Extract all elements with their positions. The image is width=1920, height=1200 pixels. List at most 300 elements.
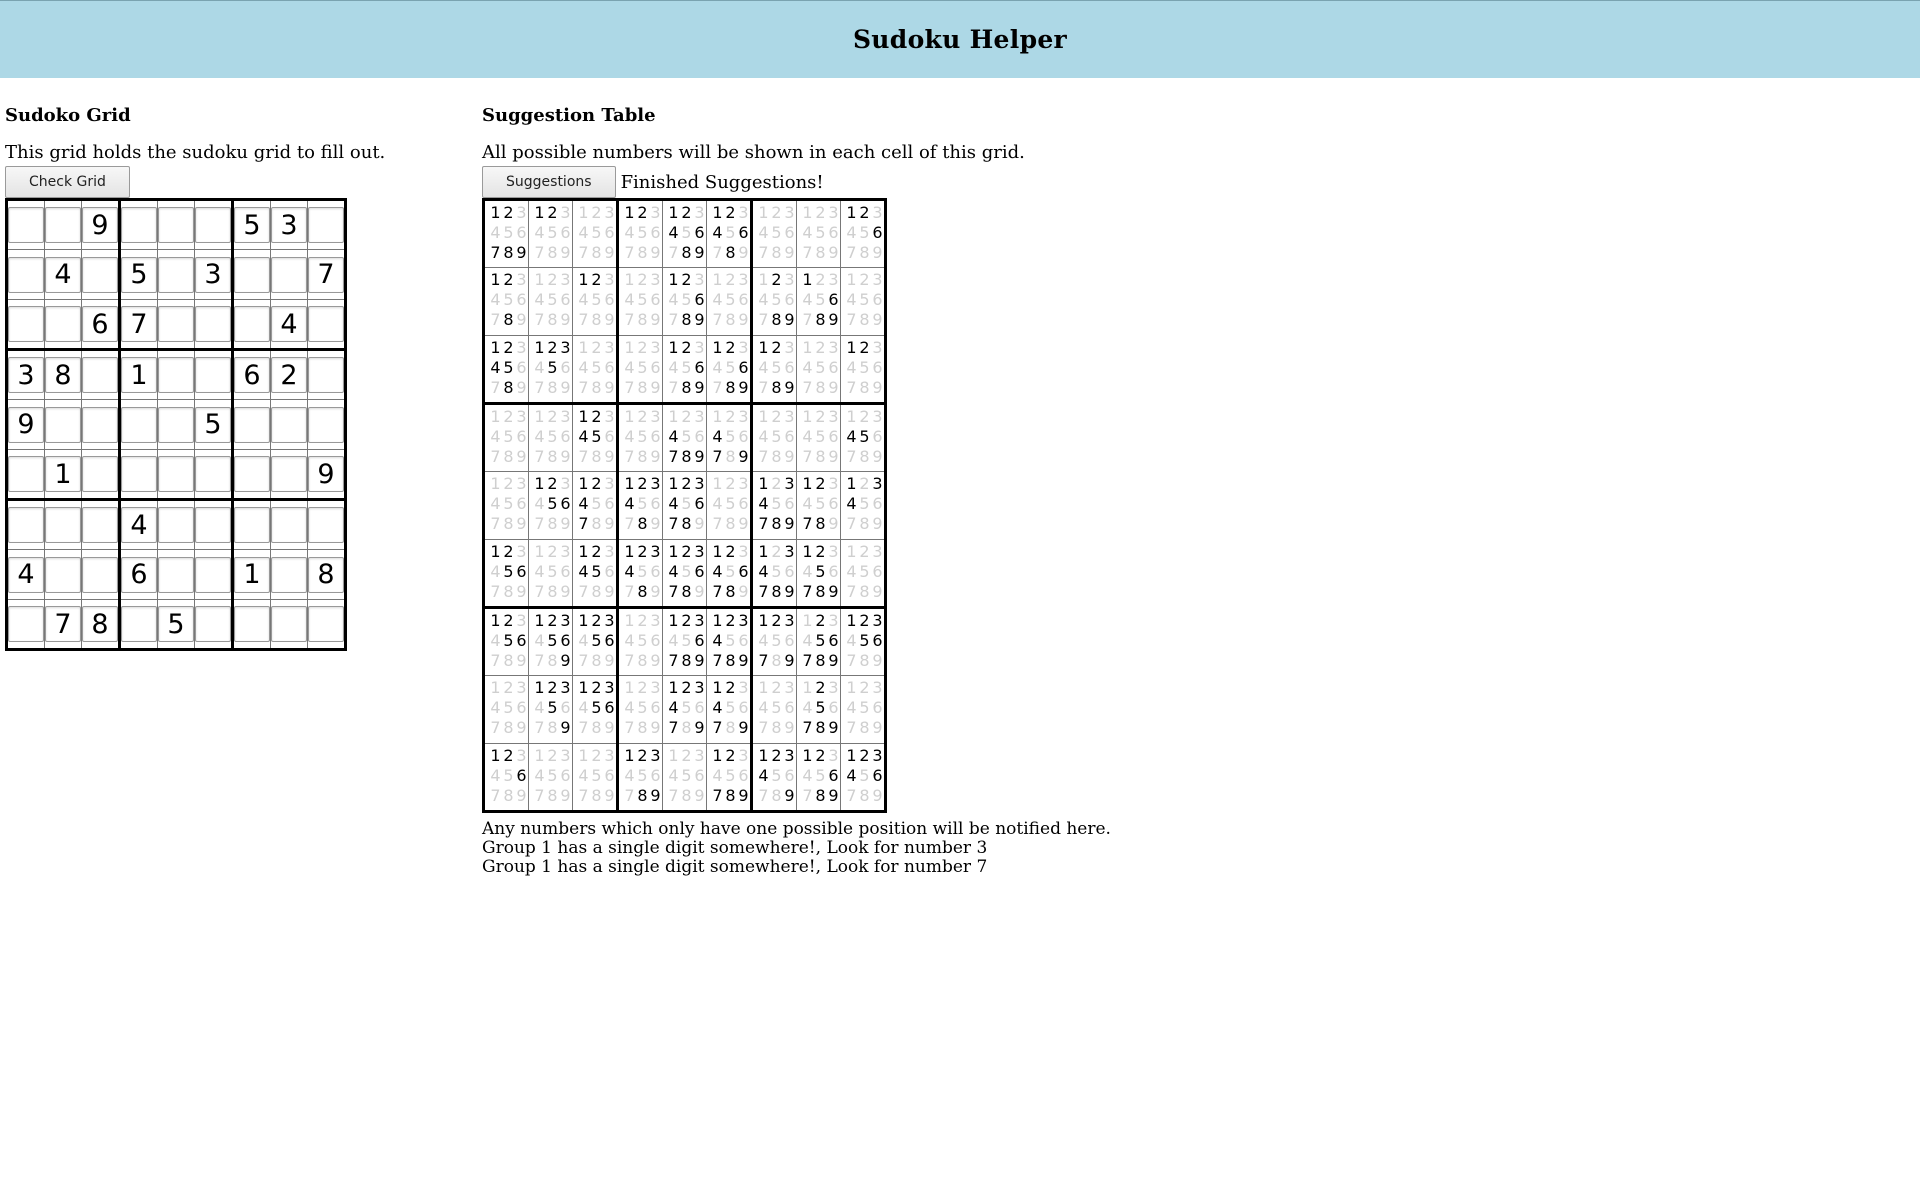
candidate-digit: 5 bbox=[547, 766, 558, 785]
candidate-digit: 3 bbox=[828, 611, 839, 630]
candidate-digit: 1 bbox=[712, 678, 723, 697]
candidate-digit: 8 bbox=[859, 378, 870, 397]
candidate-digit: 1 bbox=[802, 474, 813, 493]
candidate-digit: 3 bbox=[694, 474, 705, 493]
candidate-digit: 7 bbox=[624, 514, 635, 533]
suggestion-cell bbox=[707, 404, 752, 472]
sudoku-cell-input[interactable] bbox=[45, 507, 81, 543]
candidate-digit: 6 bbox=[694, 358, 705, 377]
sudoku-cell-input[interactable] bbox=[158, 606, 194, 642]
candidate-digit: 6 bbox=[604, 766, 615, 785]
candidate-digit: 5 bbox=[725, 290, 736, 309]
sudoku-cell-input[interactable] bbox=[158, 456, 194, 492]
candidate-digit: 5 bbox=[725, 358, 736, 377]
sudoku-cell-input[interactable] bbox=[121, 306, 157, 342]
sudoku-cell-input[interactable] bbox=[45, 606, 81, 642]
sudoku-cell-input[interactable] bbox=[82, 207, 118, 243]
sudoku-cell-input[interactable] bbox=[45, 456, 81, 492]
candidate-grid bbox=[623, 270, 662, 330]
candidate-digit: 1 bbox=[846, 746, 857, 765]
candidate-digit: 4 bbox=[534, 631, 545, 650]
candidate-digit: 7 bbox=[490, 718, 501, 737]
candidate-grid bbox=[667, 474, 706, 534]
candidate-digit: 9 bbox=[694, 447, 705, 466]
candidate-digit: 8 bbox=[771, 718, 782, 737]
sudoku-cell-input[interactable] bbox=[308, 407, 344, 443]
sudoku-cell-input[interactable] bbox=[271, 507, 307, 543]
candidate-digit: 2 bbox=[725, 474, 736, 493]
sudoku-cell-input[interactable] bbox=[308, 507, 344, 543]
suggestion-cell bbox=[618, 268, 663, 336]
sudoku-cell-input[interactable] bbox=[158, 357, 194, 393]
sudoku-cell-input[interactable] bbox=[195, 407, 231, 443]
candidate-digit: 2 bbox=[637, 203, 648, 222]
candidate-digit: 7 bbox=[668, 378, 679, 397]
candidate-digit: 1 bbox=[578, 611, 589, 630]
suggestion-cell bbox=[618, 336, 663, 404]
candidate-digit: 8 bbox=[591, 651, 602, 670]
sudoku-cell-input[interactable] bbox=[45, 257, 81, 293]
candidate-digit: 4 bbox=[758, 766, 769, 785]
sudoku-cell-input[interactable] bbox=[82, 306, 118, 342]
candidate-grid bbox=[667, 203, 706, 263]
candidate-digit: 5 bbox=[591, 698, 602, 717]
candidate-digit: 4 bbox=[534, 562, 545, 581]
suggestion-cell bbox=[484, 472, 529, 540]
candidate-digit: 3 bbox=[650, 746, 661, 765]
candidate-grid bbox=[757, 678, 796, 738]
candidate-digit: 7 bbox=[624, 651, 635, 670]
candidate-digit: 1 bbox=[758, 203, 769, 222]
sudoku-cell-input[interactable] bbox=[195, 456, 231, 492]
sudoku-cell-input[interactable] bbox=[271, 257, 307, 293]
candidate-grid bbox=[711, 270, 750, 330]
sudoku-cell-input[interactable] bbox=[82, 357, 118, 393]
sudoku-cell-input[interactable] bbox=[234, 507, 270, 543]
candidate-digit: 9 bbox=[650, 378, 661, 397]
candidate-digit: 1 bbox=[534, 270, 545, 289]
candidate-digit: 4 bbox=[758, 698, 769, 717]
sudoku-cell-input[interactable] bbox=[271, 606, 307, 642]
sudoku-cell-input[interactable] bbox=[234, 407, 270, 443]
sudoku-cell-input[interactable] bbox=[234, 257, 270, 293]
candidate-digit: 2 bbox=[815, 746, 826, 765]
candidate-digit: 7 bbox=[802, 651, 813, 670]
sudoku-cell-input[interactable] bbox=[82, 507, 118, 543]
candidate-digit: 5 bbox=[815, 631, 826, 650]
candidate-digit: 4 bbox=[758, 631, 769, 650]
sudoku-cell-input[interactable] bbox=[121, 456, 157, 492]
sudoku-cell bbox=[308, 250, 346, 300]
candidate-digit: 9 bbox=[560, 582, 571, 601]
candidate-digit: 4 bbox=[624, 290, 635, 309]
candidate-digit: 6 bbox=[828, 631, 839, 650]
candidate-digit: 3 bbox=[828, 203, 839, 222]
candidate-digit: 8 bbox=[547, 310, 558, 329]
sudoku-cell-input[interactable] bbox=[308, 357, 344, 393]
candidate-digit: 6 bbox=[738, 562, 749, 581]
candidate-digit: 9 bbox=[694, 651, 705, 670]
page-header bbox=[0, 0, 1920, 78]
candidate-digit: 7 bbox=[712, 651, 723, 670]
candidate-grid bbox=[757, 746, 796, 806]
candidate-digit: 2 bbox=[637, 678, 648, 697]
candidate-digit: 4 bbox=[490, 223, 501, 242]
sudoku-cell-input[interactable] bbox=[121, 557, 157, 593]
candidate-digit: 1 bbox=[490, 474, 501, 493]
candidate-digit: 9 bbox=[560, 514, 571, 533]
sudoku-cell-input[interactable] bbox=[234, 306, 270, 342]
candidate-digit: 9 bbox=[560, 786, 571, 805]
candidate-digit: 8 bbox=[547, 514, 558, 533]
candidate-grid bbox=[623, 746, 662, 806]
candidate-digit: 7 bbox=[712, 310, 723, 329]
sudoku-cell-input[interactable] bbox=[195, 357, 231, 393]
candidate-digit: 5 bbox=[815, 290, 826, 309]
candidate-digit: 1 bbox=[668, 407, 679, 426]
candidate-digit: 3 bbox=[650, 542, 661, 561]
sudoku-cell-input[interactable] bbox=[82, 557, 118, 593]
suggestion-cell bbox=[573, 540, 618, 608]
candidate-digit: 6 bbox=[516, 766, 527, 785]
suggestion-cell bbox=[529, 540, 573, 608]
candidate-digit: 2 bbox=[725, 611, 736, 630]
sudoku-cell bbox=[45, 250, 82, 300]
sudoku-cell bbox=[233, 300, 271, 350]
candidate-digit: 1 bbox=[712, 746, 723, 765]
candidate-digit: 9 bbox=[650, 786, 661, 805]
suggestion-cell bbox=[573, 472, 618, 540]
candidate-grid bbox=[845, 542, 884, 602]
candidate-digit: 6 bbox=[604, 223, 615, 242]
sudoku-cell bbox=[158, 300, 195, 350]
candidate-digit: 8 bbox=[725, 378, 736, 397]
candidate-digit: 6 bbox=[872, 698, 883, 717]
sudoku-cell-input[interactable] bbox=[308, 606, 344, 642]
candidate-digit: 8 bbox=[637, 582, 648, 601]
candidate-digit: 7 bbox=[846, 310, 857, 329]
candidate-grid bbox=[623, 542, 662, 602]
candidate-digit: 7 bbox=[534, 651, 545, 670]
candidate-digit: 7 bbox=[490, 582, 501, 601]
suggestion-row bbox=[484, 200, 886, 268]
sudoku-cell-input[interactable] bbox=[195, 557, 231, 593]
sudoku-cell-input[interactable] bbox=[271, 557, 307, 593]
candidate-digit: 9 bbox=[784, 514, 795, 533]
candidate-digit: 3 bbox=[738, 474, 749, 493]
sudoku-cell bbox=[7, 200, 45, 250]
candidate-grid bbox=[845, 746, 884, 806]
candidate-digit: 3 bbox=[516, 746, 527, 765]
suggestion-cell bbox=[841, 540, 886, 608]
candidate-digit: 6 bbox=[560, 223, 571, 242]
candidate-digit: 8 bbox=[503, 514, 514, 533]
candidate-grid bbox=[845, 270, 884, 330]
sudoku-cell-input[interactable] bbox=[45, 357, 81, 393]
candidate-digit: 9 bbox=[650, 447, 661, 466]
candidate-grid bbox=[801, 203, 840, 263]
sudoku-row bbox=[7, 400, 346, 450]
candidate-digit: 3 bbox=[828, 270, 839, 289]
sudoku-cell-input[interactable] bbox=[195, 207, 231, 243]
candidate-digit: 2 bbox=[859, 270, 870, 289]
candidate-digit: 3 bbox=[516, 611, 527, 630]
sudoku-cell-input[interactable] bbox=[158, 257, 194, 293]
candidate-digit: 7 bbox=[490, 786, 501, 805]
candidate-grid bbox=[711, 542, 750, 602]
candidate-digit: 2 bbox=[591, 678, 602, 697]
candidate-grid bbox=[711, 678, 750, 738]
candidate-digit: 2 bbox=[637, 474, 648, 493]
candidate-digit: 5 bbox=[637, 358, 648, 377]
sudoku-cell-input[interactable] bbox=[121, 606, 157, 642]
candidate-digit: 9 bbox=[694, 718, 705, 737]
candidate-digit: 2 bbox=[725, 678, 736, 697]
candidate-digit: 7 bbox=[668, 447, 679, 466]
candidate-digit: 9 bbox=[738, 378, 749, 397]
suggestion-row bbox=[484, 472, 886, 540]
sudoku-cell-input[interactable] bbox=[8, 606, 44, 642]
candidate-digit: 8 bbox=[771, 447, 782, 466]
candidate-digit: 2 bbox=[815, 338, 826, 357]
candidate-digit: 3 bbox=[784, 542, 795, 561]
candidate-digit: 5 bbox=[503, 427, 514, 446]
candidate-digit: 1 bbox=[802, 611, 813, 630]
candidate-digit: 2 bbox=[681, 203, 692, 222]
sudoku-cell-input[interactable] bbox=[45, 557, 81, 593]
sudoku-cell-input[interactable] bbox=[8, 557, 44, 593]
sudoku-cell bbox=[120, 500, 158, 550]
candidate-digit: 5 bbox=[725, 427, 736, 446]
candidate-digit: 1 bbox=[578, 407, 589, 426]
sudoku-cell-input[interactable] bbox=[195, 606, 231, 642]
candidate-digit: 2 bbox=[815, 678, 826, 697]
sudoku-cell-input[interactable] bbox=[158, 557, 194, 593]
check-grid-button[interactable]: Check Grid bbox=[5, 166, 130, 198]
candidate-digit: 4 bbox=[802, 223, 813, 242]
candidate-grid bbox=[577, 338, 616, 398]
sudoku-cell-input[interactable] bbox=[195, 507, 231, 543]
candidate-digit: 2 bbox=[547, 203, 558, 222]
sudoku-cell-input[interactable] bbox=[158, 407, 194, 443]
candidate-digit: 2 bbox=[859, 542, 870, 561]
sudoku-cell-input[interactable] bbox=[8, 257, 44, 293]
sudoku-cell-input[interactable] bbox=[271, 306, 307, 342]
candidate-digit: 6 bbox=[738, 631, 749, 650]
sudoku-cell-input[interactable] bbox=[271, 456, 307, 492]
candidate-digit: 2 bbox=[547, 542, 558, 561]
candidate-digit: 5 bbox=[681, 290, 692, 309]
sudoku-cell bbox=[45, 450, 82, 500]
candidate-digit: 7 bbox=[846, 378, 857, 397]
candidate-digit: 8 bbox=[859, 718, 870, 737]
candidate-digit: 7 bbox=[578, 718, 589, 737]
candidate-digit: 6 bbox=[872, 631, 883, 650]
candidate-digit: 8 bbox=[637, 447, 648, 466]
candidate-digit: 9 bbox=[516, 310, 527, 329]
suggestion-cell bbox=[573, 268, 618, 336]
suggestion-cell bbox=[618, 676, 663, 744]
sudoku-cell-input[interactable] bbox=[308, 207, 344, 243]
candidate-digit: 4 bbox=[534, 223, 545, 242]
candidate-digit: 9 bbox=[560, 447, 571, 466]
sudoku-cell-input[interactable] bbox=[121, 257, 157, 293]
candidate-digit: 6 bbox=[604, 427, 615, 446]
candidate-grid bbox=[757, 203, 796, 263]
candidate-digit: 5 bbox=[681, 562, 692, 581]
sudoku-cell bbox=[233, 450, 271, 500]
candidate-grid bbox=[623, 474, 662, 534]
sudoku-cell-input[interactable] bbox=[82, 456, 118, 492]
sudoku-cell-input[interactable] bbox=[234, 357, 270, 393]
sudoku-cell-input[interactable] bbox=[8, 357, 44, 393]
sudoku-cell-input[interactable] bbox=[158, 207, 194, 243]
candidate-digit: 9 bbox=[738, 447, 749, 466]
candidate-grid bbox=[667, 678, 706, 738]
candidate-digit: 8 bbox=[771, 310, 782, 329]
candidate-digit: 7 bbox=[846, 582, 857, 601]
sudoku-cell-input[interactable] bbox=[121, 207, 157, 243]
candidate-digit: 2 bbox=[681, 678, 692, 697]
candidate-digit: 6 bbox=[784, 766, 795, 785]
sudoku-cell-input[interactable] bbox=[8, 456, 44, 492]
suggestion-cell bbox=[752, 336, 797, 404]
sudoku-cell-input[interactable] bbox=[82, 257, 118, 293]
candidate-grid bbox=[845, 338, 884, 398]
candidate-digit: 8 bbox=[503, 243, 514, 262]
candidate-digit: 1 bbox=[846, 678, 857, 697]
sudoku-cell-input[interactable] bbox=[8, 207, 44, 243]
candidate-digit: 1 bbox=[712, 611, 723, 630]
candidate-digit: 9 bbox=[784, 718, 795, 737]
sudoku-cell-input[interactable] bbox=[158, 507, 194, 543]
candidate-grid bbox=[711, 611, 750, 671]
candidate-digit: 9 bbox=[604, 378, 615, 397]
candidate-grid bbox=[489, 270, 528, 330]
candidate-digit: 5 bbox=[681, 427, 692, 446]
suggestion-grid bbox=[482, 198, 887, 813]
candidate-digit: 7 bbox=[490, 243, 501, 262]
candidate-digit: 8 bbox=[503, 378, 514, 397]
sudoku-cell-input[interactable] bbox=[82, 606, 118, 642]
candidate-digit: 4 bbox=[534, 766, 545, 785]
suggestions-button[interactable]: Suggestions bbox=[482, 166, 616, 198]
sudoku-cell bbox=[82, 200, 120, 250]
candidate-digit: 1 bbox=[624, 542, 635, 561]
candidate-digit: 5 bbox=[681, 358, 692, 377]
candidate-digit: 3 bbox=[738, 203, 749, 222]
sudoku-cell bbox=[195, 450, 233, 500]
sudoku-cell bbox=[308, 550, 346, 600]
candidate-digit: 3 bbox=[784, 611, 795, 630]
candidate-digit: 9 bbox=[604, 582, 615, 601]
sudoku-cell-input[interactable] bbox=[121, 357, 157, 393]
candidate-digit: 7 bbox=[578, 310, 589, 329]
candidate-digit: 9 bbox=[694, 786, 705, 805]
candidate-digit: 3 bbox=[650, 474, 661, 493]
candidate-digit: 3 bbox=[560, 746, 571, 765]
candidate-digit: 1 bbox=[758, 270, 769, 289]
sudoku-cell-input[interactable] bbox=[8, 407, 44, 443]
suggestion-cell bbox=[841, 744, 886, 812]
candidate-digit: 4 bbox=[758, 358, 769, 377]
candidate-digit: 7 bbox=[758, 582, 769, 601]
notification-line: Any numbers which only have one possible position will be notified here. bbox=[482, 819, 1111, 839]
sudoku-cell bbox=[158, 550, 195, 600]
candidate-digit: 4 bbox=[490, 358, 501, 377]
candidate-digit: 3 bbox=[516, 678, 527, 697]
candidate-digit: 4 bbox=[624, 562, 635, 581]
candidate-digit: 1 bbox=[712, 270, 723, 289]
sudoku-cell-input[interactable] bbox=[308, 306, 344, 342]
sudoku-cell-input[interactable] bbox=[45, 207, 81, 243]
sudoku-cell-input[interactable] bbox=[308, 557, 344, 593]
sudoku-cell-input[interactable] bbox=[271, 207, 307, 243]
sudoku-cell-input[interactable] bbox=[195, 257, 231, 293]
sudoku-cell-input[interactable] bbox=[158, 306, 194, 342]
sudoku-cell-input[interactable] bbox=[82, 407, 118, 443]
sudoku-cell-input[interactable] bbox=[308, 257, 344, 293]
candidate-digit: 3 bbox=[694, 270, 705, 289]
suggestion-cell bbox=[573, 336, 618, 404]
sudoku-cell-input[interactable] bbox=[234, 606, 270, 642]
candidate-digit: 8 bbox=[815, 651, 826, 670]
candidate-digit: 7 bbox=[578, 243, 589, 262]
sudoku-cell-input[interactable] bbox=[121, 407, 157, 443]
sudoku-cell bbox=[233, 200, 271, 250]
candidate-digit: 2 bbox=[547, 338, 558, 357]
suggestion-cell bbox=[529, 268, 573, 336]
sudoku-cell bbox=[271, 600, 308, 650]
sudoku-row bbox=[7, 250, 346, 300]
sudoku-row bbox=[7, 600, 346, 650]
sudoku-cell-input[interactable] bbox=[45, 306, 81, 342]
sudoku-cell-input[interactable] bbox=[45, 407, 81, 443]
sudoku-cell-input[interactable] bbox=[234, 207, 270, 243]
candidate-grid bbox=[801, 542, 840, 602]
candidate-digit: 1 bbox=[758, 746, 769, 765]
sudoku-cell-input[interactable] bbox=[308, 456, 344, 492]
candidate-digit: 5 bbox=[503, 494, 514, 513]
candidate-digit: 4 bbox=[578, 631, 589, 650]
sudoku-cell-input[interactable] bbox=[271, 407, 307, 443]
candidate-digit: 4 bbox=[534, 427, 545, 446]
sudoku-cell bbox=[82, 250, 120, 300]
sudoku-cell-input[interactable] bbox=[8, 306, 44, 342]
candidate-digit: 6 bbox=[516, 562, 527, 581]
candidate-digit: 4 bbox=[758, 427, 769, 446]
candidate-digit: 7 bbox=[758, 718, 769, 737]
candidate-digit: 7 bbox=[758, 310, 769, 329]
sudoku-cell-input[interactable] bbox=[195, 306, 231, 342]
candidate-digit: 4 bbox=[758, 494, 769, 513]
sudoku-cell-input[interactable] bbox=[234, 557, 270, 593]
candidate-digit: 6 bbox=[694, 223, 705, 242]
candidate-digit: 9 bbox=[872, 651, 883, 670]
sudoku-cell-input[interactable] bbox=[8, 507, 44, 543]
candidate-digit: 6 bbox=[560, 494, 571, 513]
sudoku-cell bbox=[120, 600, 158, 650]
candidate-digit: 7 bbox=[534, 378, 545, 397]
candidate-digit: 3 bbox=[828, 407, 839, 426]
candidate-digit: 7 bbox=[668, 243, 679, 262]
sudoku-cell-input[interactable] bbox=[121, 507, 157, 543]
sudoku-cell-input[interactable] bbox=[234, 456, 270, 492]
candidate-digit: 1 bbox=[712, 474, 723, 493]
candidate-digit: 1 bbox=[534, 678, 545, 697]
candidate-digit: 9 bbox=[738, 651, 749, 670]
sudoku-cell-input[interactable] bbox=[271, 357, 307, 393]
